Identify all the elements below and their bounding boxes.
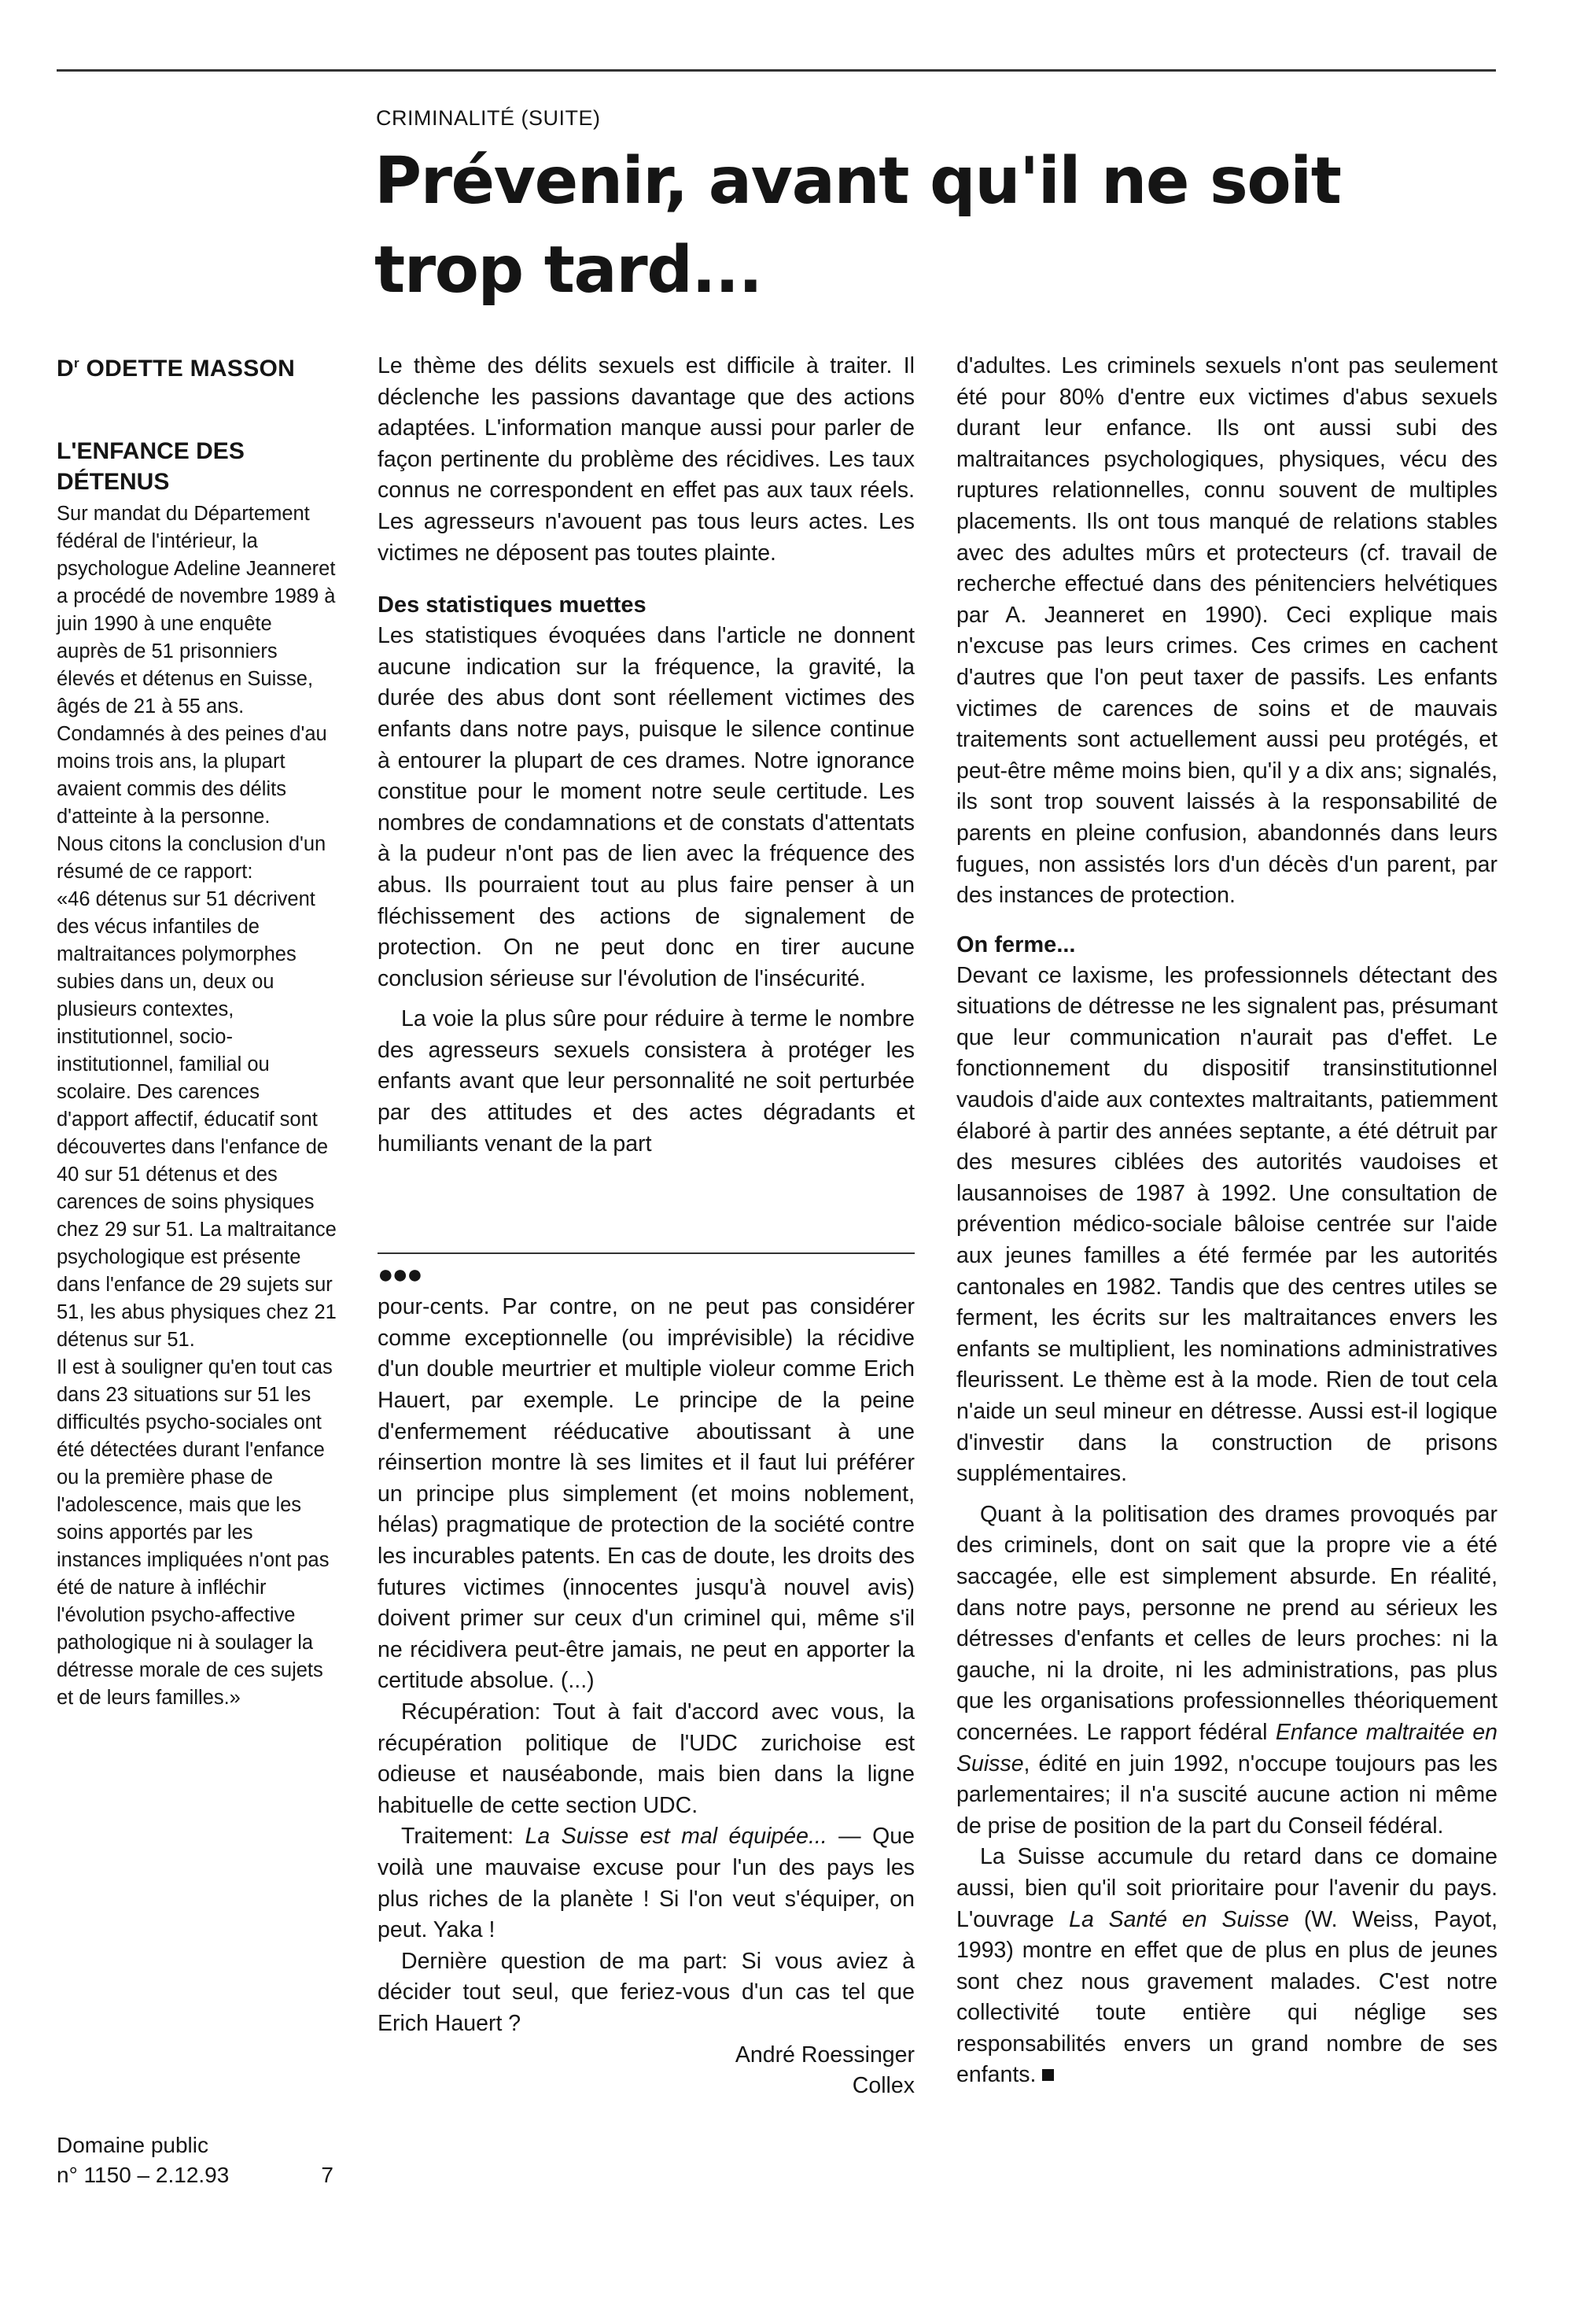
article-paragraph: Les statistiques évoquées dans l'article ne donnent aucune indication sur la fréquence, la gravité, la durée des abus dont sont réellement victimes des enfants dans notre pays, puisque le silence continue à entourer la plupart de ces drames. Notre ignorance constitue pour le moment notre seule certitude. Les nombres de condamnations et de constats d'attentats à la pudeur n'ont pas de lien avec la fréquence des abus. Ils pourraient tout au plus faire penser à un fléchissement des actions de signalement de protection. On ne peut donc en tirer aucune conclusion sérieuse sur l'évolution de l'insécurité. xyxy=(378,623,915,991)
signature-place: Collex xyxy=(852,2073,915,2099)
end-mark-icon xyxy=(1042,2069,1054,2081)
letter-paragraph: Récupération: Tout à fait d'accord avec vous, la récupération politique de l'UDC zurichoise est odieuse et nauséabonde, mais bien dans la ligne habituelle de cette section UDC. xyxy=(378,1699,915,1818)
sidebar-title: L'ENFANCE DES DÉTENUS xyxy=(57,438,245,495)
subheading-statistiques: Des statistiques muettes xyxy=(378,592,647,618)
page-footer xyxy=(57,2130,387,2190)
sidebar-paragraph: Sur mandat du Département fédéral de l'intérieur, la psychologue Adeline Jeanneret a procédé de novembre 1989 à juin 1990 à une enquête auprès de 51 prisonniers élevés et détenus en Suisse, âgés de 21 à 55 ans. Condamnés à des peines d'au moins trois ans, la plupart avaient commis des délits d'atteinte à la personne. xyxy=(57,503,336,828)
article-paragraph: d'adultes. Les criminels sexuels n'ont pas seulement été pour 80% d'entre eux victimes d'abus sexuels durant leur enfance. Ils ont aussi subi des maltraitances psychologiques, physiques, vécu des ruptures relationnelles, connu souvent de multiples placements. Ils ont tous manqué de relations stables avec des adultes mûrs et protecteurs (cf. travail de recherche effectué dans des pénitenciers helvétiques par A. Jeanneret en 1990). Ceci explique mais n'excuse pas leurs crimes. Ces crimes en cachent d'autres que l'on peut taxer de passifs. Les enfants victimes de carences de soins et de mauvais traitements sont actuellement aussi peu protégés, et peut-être même moins bien, qu'il y a dix ans; signalés, ils sont trop souvent laissés à la responsabilité de parents en pleine confusion, abandonnés dans leurs fugues, non assistés lors d'un décès d'un parent, par des instances de protection. xyxy=(956,353,1497,909)
article-column-1 xyxy=(378,351,915,2102)
letter-paragraph: pour-cents. Par contre, on ne peut pas considérer comme exceptionnelle (ou imprévisible) la récidive d'un double meurtrier et multiple violeur comme Erich Hauert, par exemple. Le principe de la peine d'enfermement rééducative aboutissant à une réinsertion montre là ses limites et il faut lui préférer un principe plus simplement (et moins noblement, hélas) pragmatique de protection de la société contre les incurables patents. En cas de doute, les droits des futures victimes (innocentes jusqu'à nouvel avis) doivent primer sur ceux d'un criminel qui, même s'il ne récidivera peut-être jamais, ne peut en apporter la certitude absolue. (...) xyxy=(378,1294,915,1694)
letter-divider xyxy=(378,1252,915,1254)
publication-name: Domaine public xyxy=(57,2133,208,2157)
separator-dots: ●●● xyxy=(378,1260,422,1290)
article-paragraph: Devant ce laxisme, les professionnels détectant des situations de détresse ne les signalent pas, présumant que leur communication n'aurait pas d'effet. Le fonctionnement du dispositif transinstitutionnel vaudois d'aide aux contextes maltraitants, patiemment élaboré à partir des années septante, a été détruit par des mesures ciblées des autorités vaudoises et lausannoises de 1987 à 1992. Une consultation de prévention médico-sociale bâloise centrée sur l'aide aux jeunes familles a été fermée par les autorités cantonales en 1982. Tandis que des centres utiles se ferment, les écrits sur les maltraitances envers les enfants se multiplient, les nominations administratives fleurissent. Le thème est à la mode. Rien de tout cela n'aide un seul mineur en détresse. Aussi est-il logique d'investir dans la construction de prisons supplémentaires. xyxy=(956,962,1497,1487)
article-paragraph: Le thème des délits sexuels est difficile à traiter. Il déclenche les passions davantage que des actions adaptées. L'information manque aussi pour parler de façon pertinente du problème des récidives. Les taux connus ne correspondent en effet pas aux taux réels. Les agresseurs n'avouent pas tous leurs actes. Les victimes ne déposent pas toutes plainte. xyxy=(378,353,915,566)
article-paragraph: La voie la plus sûre pour réduire à terme le nombre des agresseurs sexuels consistera à protéger les enfants avant que leur personnalité ne soit perturbée par des attitudes et des actes dégradants et humiliants venant de la part xyxy=(378,1006,915,1156)
footer-issue-row xyxy=(57,2160,333,2190)
article-paragraph: Quant à la politisation des drames provoqués par des criminels, dont on sait que la propre vie a été saccagée, elle est simplement absurde. En réalité, dans notre pays, personne ne prend au sérieux les détresses d'enfants et celles de leurs proches: ni la gauche, ni la droite, ni les administrations, pas plus que les organisations professionnelles théoriquement concernées. Le rapport fédéral Enfance maltraitée en Suisse, édité en juin 1992, n'occupe toujours pas les parlementaires; il n'a suscité aucune action ni même de prise de position de la part du Conseil fédéral. xyxy=(956,1501,1497,1839)
title-line-1: Prévenir, avant qu'il ne soit xyxy=(374,144,1341,219)
letter-paragraph: Traitement: La Suisse est mal équipée... — Que voilà une mauvaise excuse pour l'un des pays les plus riches de la planète ! Si l'on veut s'équiper, on peut. Yaka ! xyxy=(378,1824,915,1943)
signature-name: André Roessinger xyxy=(735,2042,915,2068)
top-rule xyxy=(57,69,1496,72)
page-title xyxy=(374,137,1515,315)
issue-number: n° 1150 – 2.12.93 xyxy=(57,2163,230,2187)
section-kicker: CRIMINALITÉ (SUITE) xyxy=(376,106,601,130)
subheading-on-ferme: On ferme... xyxy=(956,931,1076,957)
sidebar-paragraph: Nous citons la conclusion d'un résumé de ce rapport: xyxy=(57,833,326,883)
page-number: 7 xyxy=(321,2163,333,2187)
sidebar-quote: Il est à souligner qu'en tout cas dans 23 situations sur 51 les difficultés psycho-sociales ont été détectées durant l'enfance ou la première phase de l'adolescence, mais que les soins apportés par les instances impliquées n'ont pas été de nature à infléchir l'évolution psycho-affective pathologique ni à soulager la détresse morale de ces sujets et de leurs familles.» xyxy=(57,1356,333,1709)
sidebar xyxy=(57,349,337,1712)
article-paragraph: La Suisse accumule du retard dans ce domaine aussi, bien qu'il soit prioritaire pour l'avenir du pays. L'ouvrage La Santé en Suisse (W. Weiss, Payot, 1993) montre en effet que de plus en plus de jeunes sont chez nous gravement malades. C'est notre collectivité toute entière qui néglige ses responsabilités envers un grand nombre de ses enfants. xyxy=(956,1844,1497,2088)
author-byline: $D^r$ ODETTE MASSON xyxy=(57,356,296,382)
article-column-2 xyxy=(956,351,1497,2091)
sidebar-quote: «46 détenus sur 51 décrivent des vécus infantiles de maltraitances polymorphes subies dans un, deux ou plusieurs contextes, institutionnel, socio-institutionnel, familial ou scolaire. Des carences d'apport affectif, éducatif sont découvertes dans l'enfance de 40 sur 51 détenus et des carences de soins physiques chez 29 sur 51. La maltraitance psychologique est présente dans l'enfance de 29 sujets sur 51, les abus physiques chez 21 détenus sur 51. xyxy=(57,888,337,1351)
letter-paragraph: Dernière question de ma part: Si vous aviez à décider tout seul, que feriez-vous d'un cas tel que Erich Hauert ? xyxy=(378,1948,915,2036)
title-line-2: trop tard... xyxy=(374,233,762,308)
